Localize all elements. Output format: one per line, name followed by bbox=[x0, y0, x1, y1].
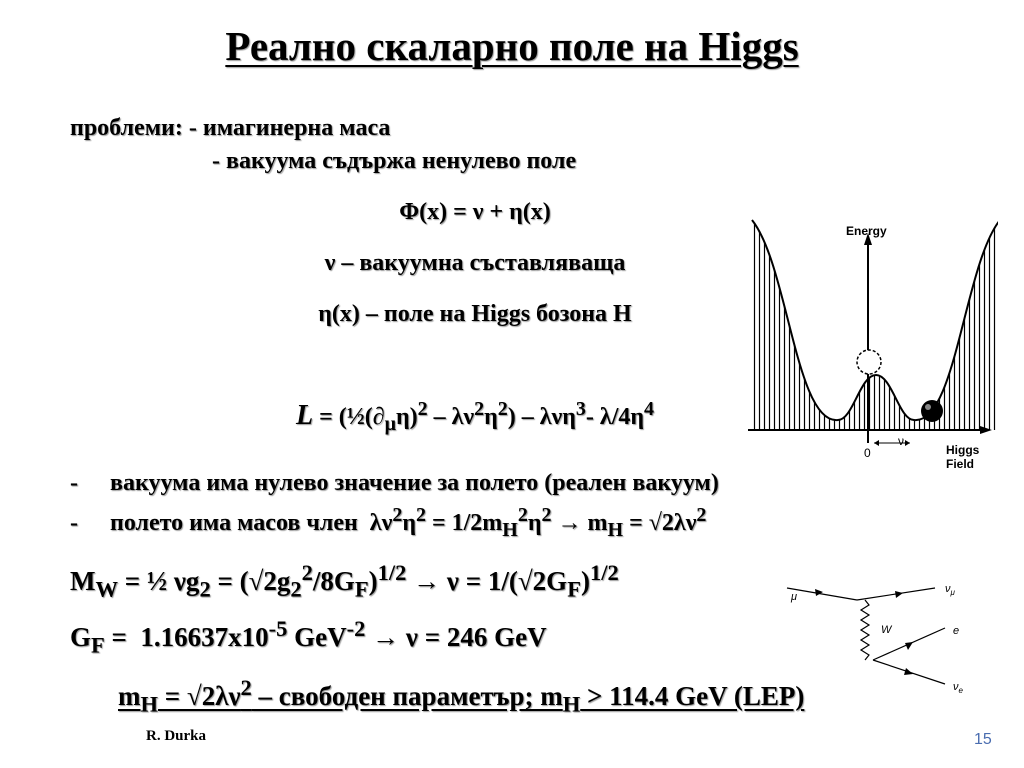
nu-right-arrow-icon bbox=[905, 440, 910, 446]
ball-highlight-icon bbox=[925, 404, 931, 410]
w-label: W bbox=[881, 624, 892, 636]
muon-arrow-icon bbox=[815, 589, 823, 596]
fermi-constant-formula: $G_F = 1.16637x10^{-5}$ GeV$^{-2}$ → ν = 246 GeV bbox=[70, 616, 547, 658]
nu-left-arrow-icon bbox=[874, 440, 879, 446]
higgs-field-label-1: Higgs bbox=[946, 443, 980, 457]
muon-decay-feynman-diagram bbox=[785, 578, 985, 696]
slide-title: Реално скаларно поле на Higgs bbox=[225, 23, 799, 69]
electron-arrow-icon bbox=[905, 642, 913, 650]
higgs-field-label-2: Field bbox=[946, 457, 975, 471]
higgs-mass-formula: $m_H = √2\lambda\nu^2$ – свободен параметър; $m_H > 114.4$ GeV (LEP) bbox=[118, 675, 805, 717]
origin-label: 0 bbox=[864, 446, 871, 460]
problems-line-1 bbox=[70, 115, 390, 142]
electron-label: e bbox=[953, 625, 960, 637]
w-boson-line bbox=[861, 600, 869, 660]
bullet-1-dash: - bbox=[70, 470, 78, 496]
author-name: R. Durka bbox=[146, 728, 207, 744]
higgs-potential-plot bbox=[748, 215, 998, 475]
bullet-1-text: вакуума има нулево значение за полето (реален вакуум) bbox=[110, 470, 719, 496]
nu-mu-label: $\nu_\mu$ bbox=[945, 583, 955, 597]
page-number: 15 bbox=[974, 731, 992, 748]
problems-label: проблеми: bbox=[70, 115, 183, 141]
bullet-2 bbox=[70, 504, 706, 542]
energy-label: Energy bbox=[846, 224, 887, 238]
nu-label: ν bbox=[898, 434, 904, 448]
nu-definition: ν – вакуумна съставляваща bbox=[324, 250, 626, 276]
unstable-ball-icon bbox=[857, 350, 881, 374]
bullet-2-text: полето има масов член bbox=[110, 510, 358, 536]
nu-mu-arrow-icon bbox=[895, 591, 903, 598]
muon-line bbox=[787, 588, 857, 600]
potential-hatching bbox=[748, 215, 998, 430]
phi-formula: Φ(x) = ν + η(x) bbox=[399, 199, 551, 225]
lagrangian-formula: $L = (\frac{1}{2}(\partial_\mu\eta)^2 - \lambda\nu^2\eta^2) - \lambda\nu\eta^3-$ $\lambda/4\eta^4$ bbox=[296, 398, 654, 435]
eta-definition: η(x) – поле на Higgs бозона H bbox=[318, 301, 632, 327]
bullet-2-dash: - bbox=[70, 510, 78, 536]
nu-e-arrow-icon bbox=[904, 668, 913, 675]
mass-term-formula: $\lambda\nu^2\eta^2 = 1/2m_H^2\eta^2 \to m_H = √2\lambda\nu^2$ bbox=[363, 504, 707, 541]
muon-label: μ bbox=[791, 591, 798, 603]
problems-item-2: - вакуума съдържа ненулево поле bbox=[212, 148, 577, 174]
problems-item-1: - имагинерна маса bbox=[188, 115, 391, 141]
nu-e-label: $\nu_e$ bbox=[953, 681, 963, 695]
vacuum-ball-icon bbox=[921, 400, 943, 422]
bullet-1 bbox=[70, 470, 719, 497]
w-mass-formula: $M_W$ = ½ $\nu g_2 = (√2g_2^2/8G_F)^{1/2} \to \nu = 1/(√2G_F)^{1/2}$ bbox=[70, 560, 619, 602]
